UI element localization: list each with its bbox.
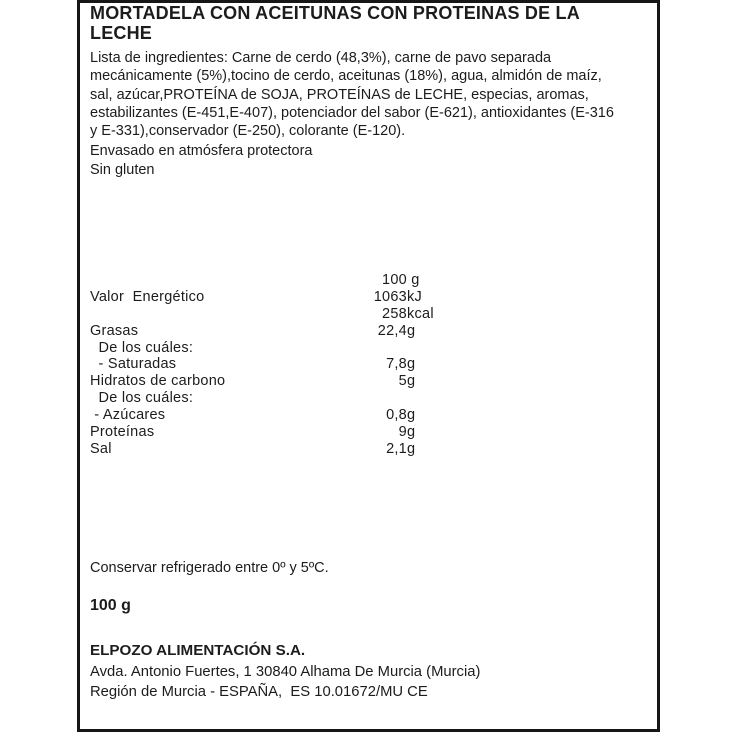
nutrient-value: 258	[382, 305, 407, 322]
nutrition-row	[90, 340, 510, 357]
nutrition-row	[90, 289, 510, 306]
ingredient-line: y E-331),conservador (E-250), colorante (E-120).	[90, 123, 406, 140]
nutrient-label: Proteínas	[90, 424, 155, 441]
nutrition-row	[90, 407, 510, 424]
nutrition-row	[90, 441, 510, 458]
ingredient-line: mecánicamente (5%),tocino de cerdo, aceitunas (18%), agua, almidón de maíz,	[90, 68, 602, 85]
nutrient-unit: g	[407, 407, 416, 424]
nutrition-row	[90, 390, 510, 407]
ingredients-list	[90, 49, 614, 140]
manufacturer-block	[90, 641, 480, 703]
nutrient-label: De los cuáles:	[90, 339, 194, 356]
nutrition-row	[90, 306, 510, 323]
nutrient-label: - Azúcares	[90, 407, 166, 424]
packaging-note: Envasado en atmósfera protectora	[90, 143, 313, 159]
nutrition-row	[90, 373, 510, 390]
product-title-line: LECHE	[90, 22, 153, 43]
nutrient-unit: kcal	[407, 305, 434, 322]
storage-note: Conservar refrigerado entre 0º y 5ºC.	[90, 560, 329, 576]
nutrient-unit: g	[407, 356, 416, 373]
nutrient-unit: kJ	[407, 288, 422, 305]
nutrition-row	[90, 356, 510, 373]
manufacturer-name: ELPOZO ALIMENTACIÓN S.A.	[90, 642, 306, 659]
nutrient-value: 22,4	[377, 322, 407, 339]
nutrition-row	[90, 424, 510, 441]
nutrition-row	[90, 323, 510, 340]
nutrient-label: Valor Energético	[90, 288, 205, 305]
product-label	[77, 0, 660, 732]
product-title	[90, 4, 653, 43]
nutrient-label: Grasas	[90, 322, 139, 339]
nutrient-unit: g	[407, 272, 420, 288]
nutrient-unit: g	[407, 424, 416, 441]
nutrient-unit: g	[407, 322, 416, 339]
nutrition-table	[90, 272, 510, 458]
nutrient-label: Hidratos de carbono	[90, 373, 226, 390]
net-weight: 100 g	[90, 597, 131, 614]
ingredient-line: sal, azúcar,PROTEÍNA de SOJA, PROTEÍNAS de LECHE, especias, aromas,	[90, 86, 589, 103]
manufacturer-region: Región de Murcia - ESPAÑA, ES 10.01672/MU CE	[90, 684, 428, 701]
nutrient-label: Sal	[90, 440, 112, 457]
nutrient-value: 2,1	[386, 440, 407, 457]
nutrient-unit: g	[407, 373, 416, 390]
nutrition-column-header: 100	[382, 272, 407, 288]
nutrient-label: - Saturadas	[90, 356, 177, 373]
nutrient-value: 1063	[373, 288, 407, 305]
nutrient-value: 5	[398, 373, 407, 390]
ingredient-line: estabilizantes (E-451,E-407), potenciador del sabor (E-621), antioxidantes (E-316	[90, 104, 614, 121]
nutrient-value: 0,8	[386, 407, 407, 424]
nutrient-value: 9	[398, 424, 407, 441]
nutrient-unit: g	[407, 440, 416, 457]
gluten-free-note: Sin gluten	[90, 162, 155, 178]
product-title-line: MORTADELA CON ACEITUNAS CON PROTEINAS DE LA	[90, 3, 580, 23]
manufacturer-address: Avda. Antonio Fuertes, 1 30840 Alhama De Murcia (Murcia)	[90, 663, 481, 680]
nutrition-header-row	[90, 272, 510, 289]
ingredient-line: Lista de ingredientes: Carne de cerdo (48,3%), carne de pavo separada	[90, 50, 552, 66]
nutrient-label: De los cuáles:	[90, 390, 194, 407]
nutrient-value: 7,8	[386, 356, 407, 373]
